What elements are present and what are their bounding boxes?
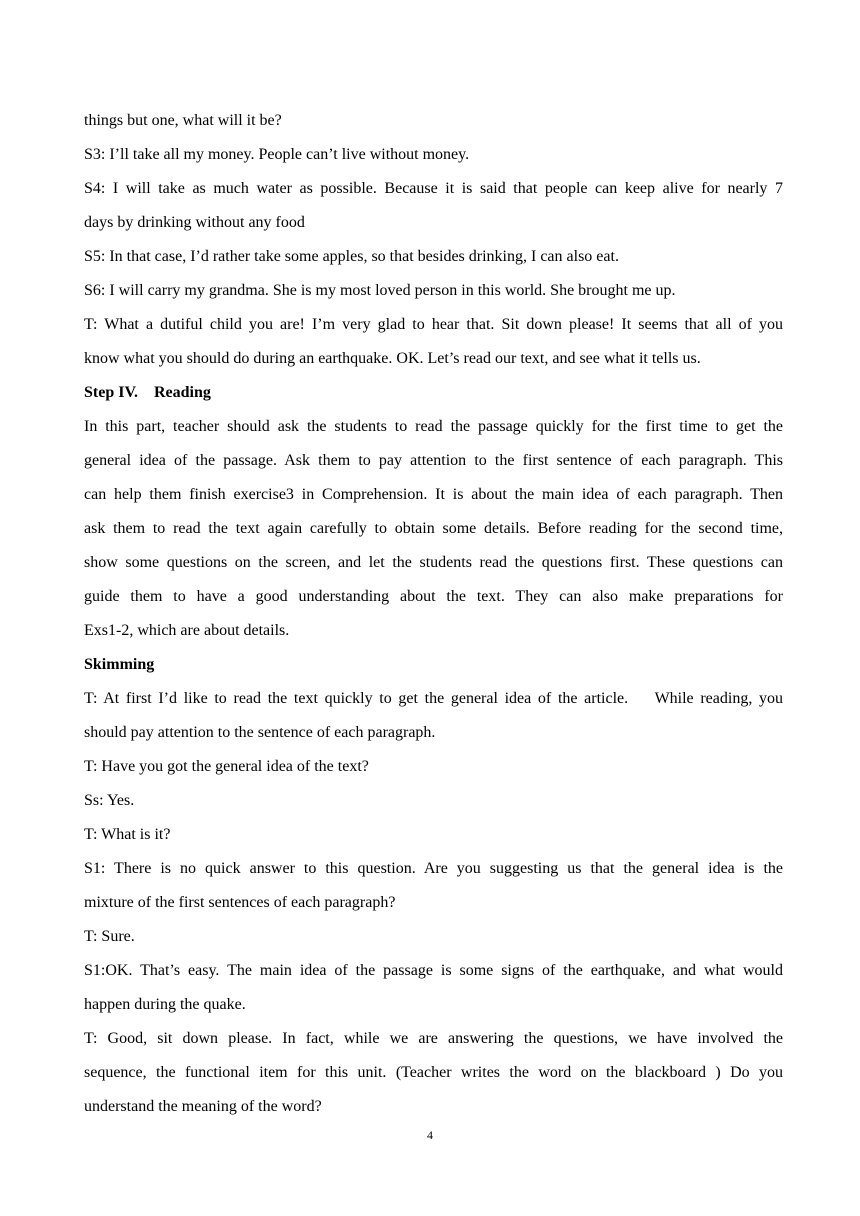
section-heading-skimming: Skimming	[84, 656, 155, 673]
text-line: Exs1-2, which are about details.	[84, 622, 290, 639]
document-body	[84, 104, 783, 1124]
text-line: know what you should do during an earthquake. OK. Let’s read our text, and see what it tells us.	[84, 350, 701, 367]
text-line: T: What a dutiful child you are! I’m very glad to hear that. Sit down please! It seems that all of you	[84, 316, 783, 333]
text-line: T: What is it?	[84, 826, 171, 843]
text-line: Ss: Yes.	[84, 792, 135, 809]
text-line: S1:OK. That’s easy. The main idea of the passage is some signs of the earthquake, and what would	[84, 962, 783, 979]
text-line: happen during the quake.	[84, 996, 246, 1013]
text-line: general idea of the passage. Ask them to pay attention to the first sentence of each paragraph. This	[84, 452, 783, 469]
text-line: things but one, what will it be?	[84, 112, 282, 129]
text-line: mixture of the first sentences of each paragraph?	[84, 894, 396, 911]
text-line: guide them to have a good understanding about the text. They can also make preparations for	[84, 588, 783, 605]
section-heading-reading: Step IV. Reading	[84, 384, 211, 401]
text-line: S6: I will carry my grandma. She is my most loved person in this world. She brought me up.	[84, 282, 676, 299]
text-line: can help them finish exercise3 in Comprehension. It is about the main idea of each paragraph. Then	[84, 486, 783, 503]
text-line: sequence, the functional item for this unit. (Teacher writes the word on the blackboard ) Do you	[84, 1064, 783, 1081]
text-line: T: Have you got the general idea of the text?	[84, 758, 369, 775]
text-line: S4: I will take as much water as possible. Because it is said that people can keep alive for nearly 7	[84, 180, 783, 197]
text-line: days by drinking without any food	[84, 214, 305, 231]
text-line: show some questions on the screen, and let the students read the questions first. These questions can	[84, 554, 783, 571]
text-line: In this part, teacher should ask the students to read the passage quickly for the first time to get the	[84, 418, 783, 435]
page-number: 4	[427, 1128, 433, 1142]
text-line: S3: I’ll take all my money. People can’t live without money.	[84, 146, 470, 163]
text-line: S5: In that case, I’d rather take some apples, so that besides drinking, I can also eat.	[84, 248, 619, 265]
text-line: should pay attention to the sentence of each paragraph.	[84, 724, 436, 741]
text-line: ask them to read the text again carefully to obtain some details. Before reading for the second time,	[84, 520, 783, 537]
text-line: T: Good, sit down please. In fact, while we are answering the questions, we have involved the	[84, 1030, 783, 1047]
text-line: T: At first I’d like to read the text quickly to get the general idea of the article. While reading, you	[84, 690, 783, 707]
text-line: T: Sure.	[84, 928, 135, 945]
text-line: S1: There is no quick answer to this question. Are you suggesting us that the general idea is the	[84, 860, 783, 877]
text-line: understand the meaning of the word?	[84, 1098, 322, 1115]
